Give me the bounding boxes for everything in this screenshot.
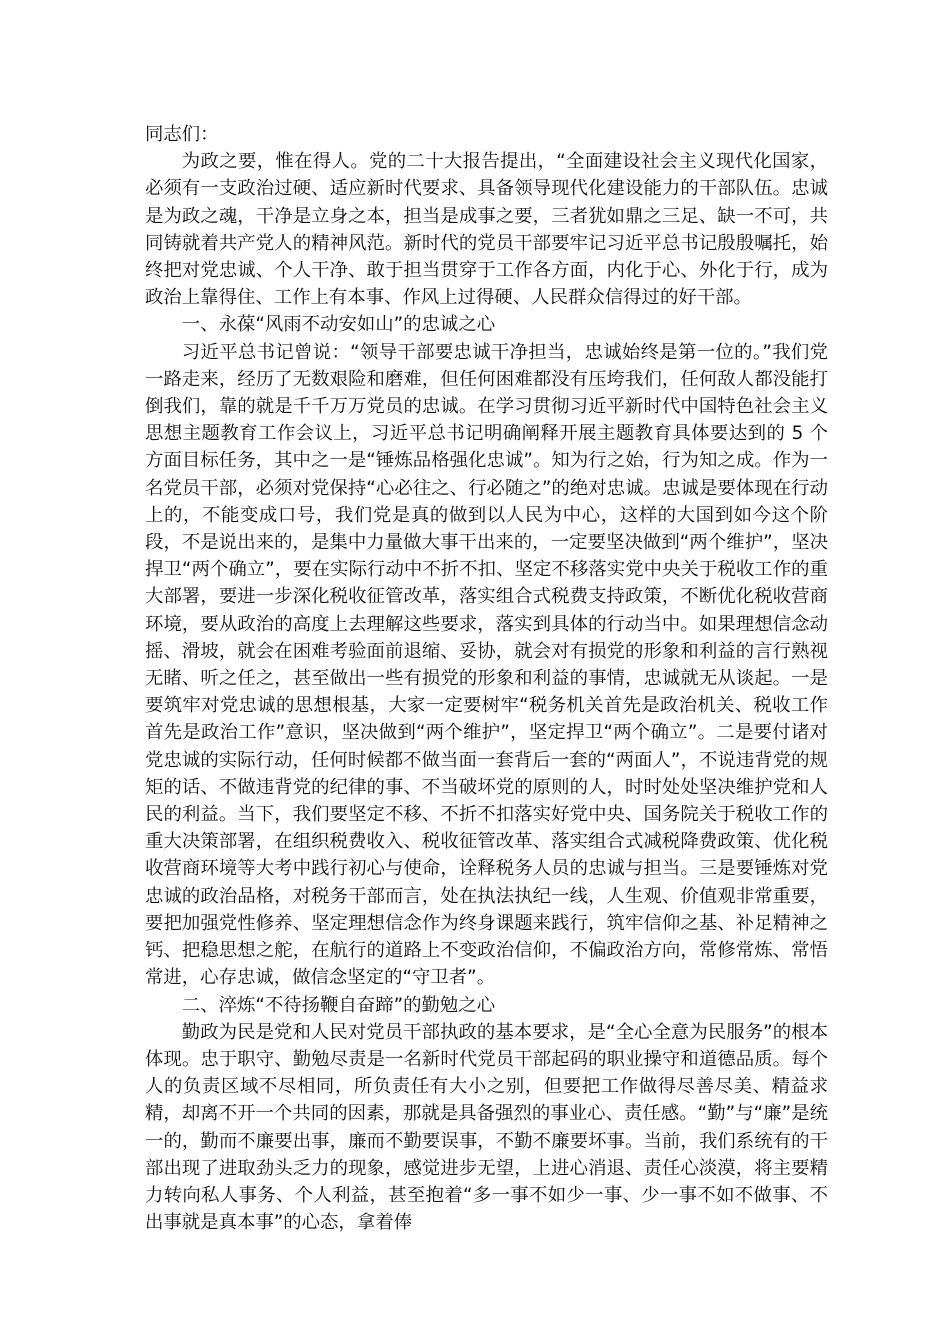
section-1-paragraph: 习近平总书记曾说：“领导干部要忠诚干净担当，忠诚始终是第一位的。”我们党一路走来，经历了无数艰险和磨难，但任何困难都没有压垮我们，任何敌人都没能打倒我们，靠的就是千千万万党员的忠诚。在学习贯彻习近平新时代中国特色社会主义思想主题教育工作会议上，习近平总书记明确阐释开展主题教育具体要达到的 5 个方面目标任务，其中之一是“锤炼品格强化忠诚”。知为行之始，行为知之成。作为一名党员干部，必须对党保持“心必往之、行必随之”的绝对忠诚。忠诚是要体现在行动上的，不能变成口号，我们党是真的做到以人民为中心，这样的大国到如今这个阶段，不是说出来的，是集中力量做大事干出来的，一定要坚决做到“两个维护”，坚决捍卫“两个确立”，要在实际行动中不折不扣、坚定不移落实党中央关于税收工作的重大部署，要进一步深化税收征管改革，落实组合式税费支持政策，不断优化税收营商环境，要从政治的高度上去理解这些要求，落实到具体的行动当中。如果理想信念动摇、滑坡，就会在困难考验面前退缩、妥协，就会对有损党的形象和利益的言行熟视无睹、听之任之，甚至做出一些有损党的形象和利益的事情，忠诚就无从谈起。一是要筑牢对党忠诚的思想根基，大家一定要树牢“税务机关首先是政治机关、税收工作首先是政治工作”意识，坚决做到“两个维护”，坚定捍卫“两个确立”。二是要付诸对党忠诚的实际行动，任何时候都不做当面一套背后一套的“两面人”，不说违背党的规矩的话、不做违背党的纪律的事、不当破坏党的原则的人，时时处处坚决维护党和人民的利益。当下，我们要坚定不移、不折不扣落实好党中央、国务院关于税收工作的重大决策部署，在组织税费收入、税收征管改革、落实组合式减税降费政策、优化税收营商环境等大考中践行初心与使命，诠释税务人员的忠诚与担当。三是要锤炼对党忠诚的政治品格，对税务干部而言，处在执法执纪一线，人生观、价值观非常重要，要把加强党性修养、坚定理想信念作为终身课题来践行，筑牢信仰之基、补足精神之钙、把稳思想之舵，在航行的道路上不变政治信仰，不偏政治方向，常修常炼、常悟常进，心存忠诚，做信念坚定的“守卫者”。 — [145, 341, 828, 989]
salutation: 同志们： — [145, 124, 219, 145]
section-heading-1: 一、永葆“风雨不动安如山”的忠诚之心 — [181, 314, 496, 336]
section-2-paragraph: 勤政为民是党和人民对党员干部执政的基本要求，是“全心全意为民服务”的根本体现。忠于职守、勤勉尽责是一名新时代党员干部起码的职业操守和道德品质。每个人的负责区域不尽相同，所负责任有大小之别，但要把工作做得尽善尽美、精益求精，却离不开一个共同的因素，那就是具备强烈的事业心、责任感。“勤”与“廉”是统一的，勤而不廉要出事，廉而不勤要误事，不勤不廉要坏事。当前，我们系统有的干部出现了进取劲头乏力的现象，感觉进步无望，上进心消退、责任心淡漠，将主要精力转向私人事务、个人利益，甚至抱着“多一事不如少一事、少一事不如不做事、不出事就是真本事”的心态，拿着俸 — [145, 1021, 828, 1234]
intro-paragraph: 为政之要，惟在得人。党的二十大报告提出，“全面建设社会主义现代化国家，必须有一支政治过硬、适应新时代要求、具备领导现代化建设能力的干部队伍。忠诚是为政之魂，干净是立身之本，担当是成事之要，三者犹如鼎之三足、缺一不可，共同铸就着共产党人的精神风范。新时代的党员干部要牢记习近平总书记殷殷嘱托，始终把对党忠诚、个人干净、敢于担当贯穿于工作各方面，内化于心、外化于行，成为政治上靠得住、工作上有本事、作风上过得硬、人民群众信得过的好干部。 — [145, 151, 828, 309]
section-heading-2: 二、淬炼“不待扬鞭自奋蹄”的勤勉之心 — [181, 994, 496, 1016]
document-body — [145, 121, 828, 1236]
